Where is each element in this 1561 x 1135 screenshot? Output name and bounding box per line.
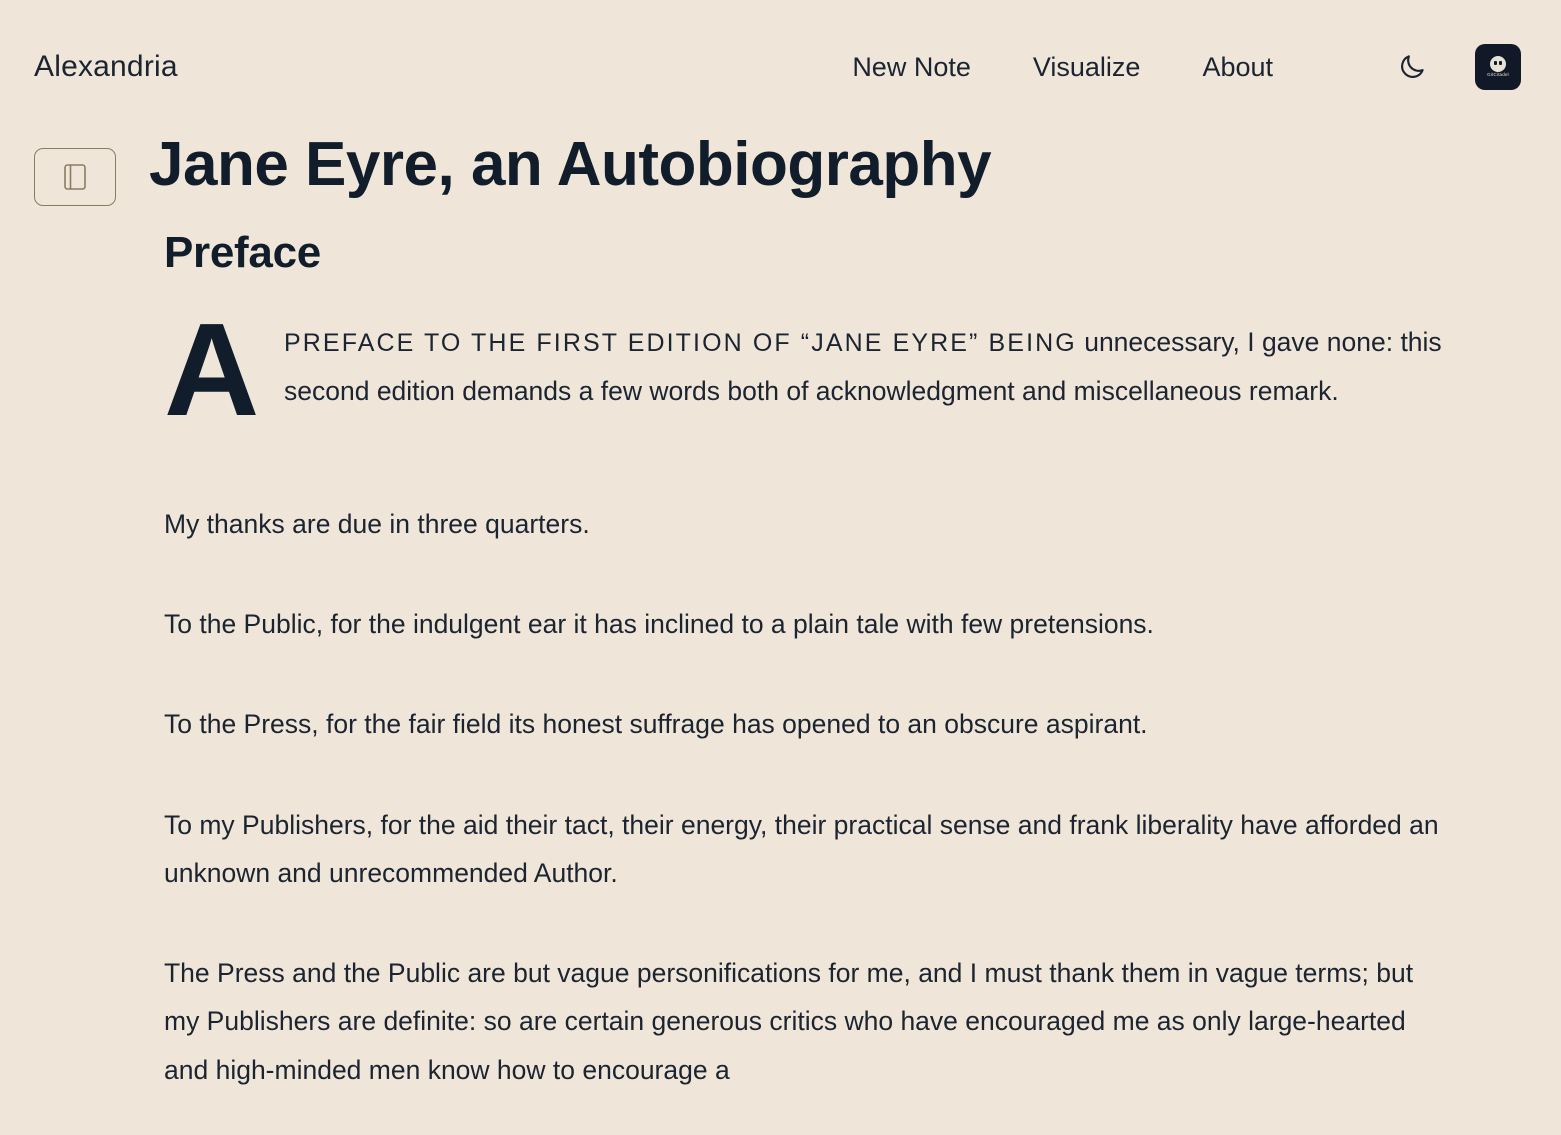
page-title: Jane Eyre, an Autobiography bbox=[149, 130, 992, 199]
paragraph: My thanks are due in three quarters. bbox=[164, 509, 590, 539]
avatar[interactable] bbox=[1475, 44, 1521, 90]
lead-smallcaps: PREFACE TO THE FIRST EDITION OF “JANE EYRE” BEING bbox=[284, 329, 1077, 357]
site-header bbox=[0, 0, 1561, 100]
paragraph: To the Public, for the indulgent ear it has inclined to a plain tale with few pretensions. bbox=[164, 609, 1154, 640]
book-icon[interactable] bbox=[34, 148, 116, 206]
lead-rest: unnecessary, I gave none: this second edition demands a few words both of acknowledgment and miscellaneous remark. bbox=[284, 327, 1442, 406]
lead-text bbox=[284, 318, 1521, 416]
drop-cap: A bbox=[164, 296, 260, 443]
section-heading: Preface bbox=[164, 228, 321, 277]
nav-visualize[interactable]: Visualize bbox=[1032, 51, 1141, 82]
document-title-row bbox=[0, 100, 1561, 206]
document-content bbox=[0, 228, 1561, 1094]
paragraph: The Press and the Public are but vague personifications for me, and I must thank them in vague terms; but my Publishers are definite: so are certain generous critics who have encouraged me as only large-hearted and high-minded men know how to encourage a bbox=[164, 958, 1414, 1085]
header-actions bbox=[1395, 44, 1521, 90]
nav-new-note[interactable]: New Note bbox=[852, 51, 971, 82]
moon-icon[interactable] bbox=[1395, 50, 1429, 84]
nav-about[interactable]: About bbox=[1202, 51, 1273, 82]
paragraph: To my Publishers, for the aid their tact, their energy, their practical sense and frank liberality have afforded an unknown and unrecommended Author. bbox=[164, 809, 1439, 888]
lead-paragraph bbox=[164, 296, 1521, 448]
main-nav bbox=[852, 44, 1521, 90]
avatar-glyph-icon bbox=[1490, 56, 1506, 72]
avatar-label: GitCitadel bbox=[1487, 72, 1509, 78]
paragraph: To the Press, for the fair field its honest suffrage has opened to an obscure aspirant. bbox=[164, 709, 1148, 740]
brand-logo[interactable]: Alexandria bbox=[34, 50, 178, 83]
